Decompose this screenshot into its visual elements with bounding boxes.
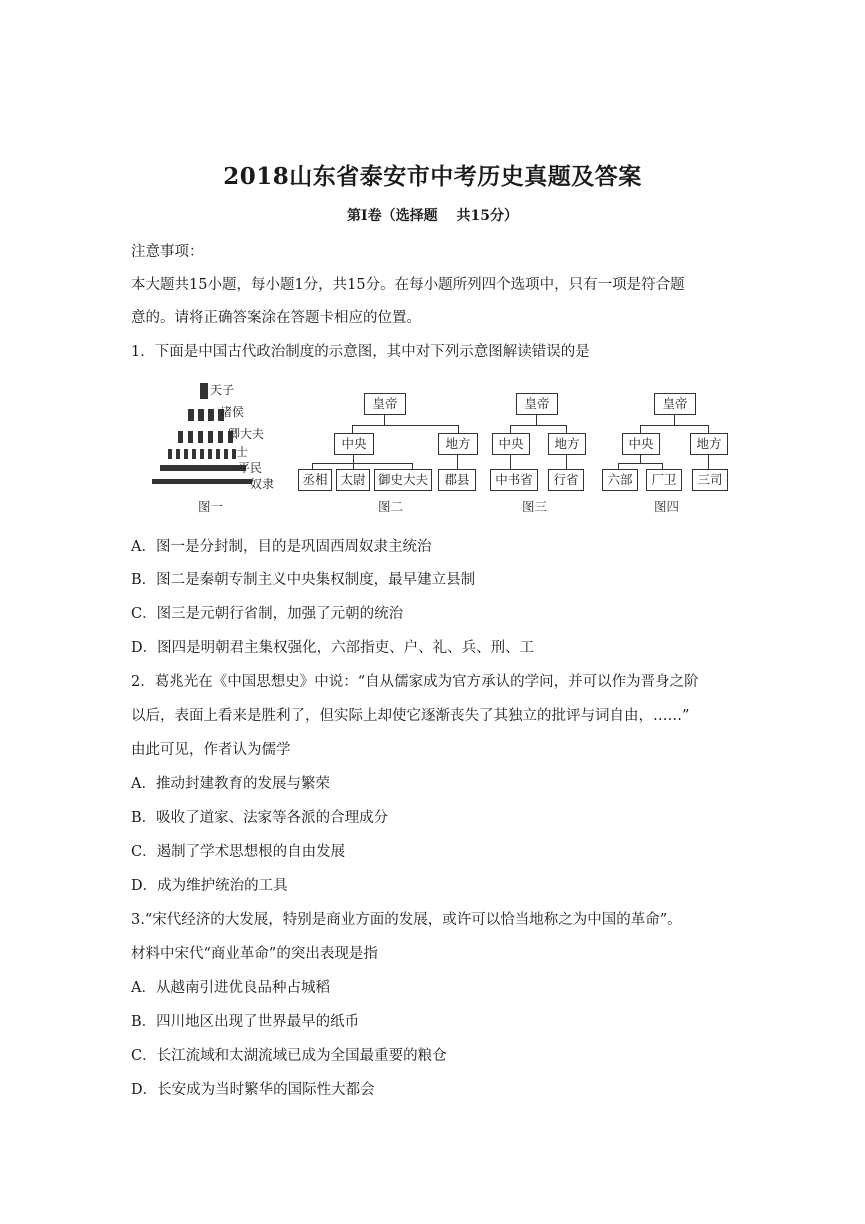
q3-option-d: D．长安成为当时繁华的国际性大都会 [131, 1082, 375, 1098]
section-subtitle: 第Ⅰ卷（选择题 共15分） [347, 208, 518, 224]
figure-1-caption: 图一 [198, 499, 224, 514]
q1-option-b: B．图二是秦朝专制主义中央集权制度，最早建立县制 [131, 572, 476, 588]
notice-line: 本大题共15小题，每小题1分，共15分。在每小题所列四个选项中，只有一项是符合题 [131, 277, 685, 293]
pyramid-level-label: 平民 [238, 461, 263, 475]
figure-2-caption: 图二 [378, 499, 404, 514]
figure-4-tree [602, 375, 732, 525]
central-box: 中央 [334, 433, 374, 455]
pyramid-level-label: 卿大夫 [228, 427, 265, 441]
commandery-box: 郡县 [438, 469, 476, 491]
q2-option-b: B．吸收了道家、法家等各派的合理成分 [131, 810, 389, 826]
q1-option-d: D．图四是明朝君主集权强化，六部指吏、户、礼、兵、刑、工 [131, 640, 535, 656]
central-box: 中央 [622, 433, 660, 455]
pyramid-level-label: 奴隶 [250, 477, 275, 491]
emperor-box: 皇帝 [516, 393, 558, 415]
taiwei-box: 太尉 [336, 469, 370, 491]
local-box: 地方 [548, 433, 586, 455]
emperor-box: 皇帝 [364, 393, 406, 415]
pyramid-level-label: 诸侯 [220, 405, 245, 419]
local-box: 地方 [690, 433, 728, 455]
page-title: 2018山东省泰安市中考历史真题及答案 [223, 163, 642, 190]
figure-3-tree [490, 375, 600, 525]
question-1-stem: 1．下面是中国古代政治制度的示意图，其中对下列示意图解读错误的是 [131, 344, 590, 360]
figure-4-caption: 图四 [654, 499, 680, 514]
figure-3-caption: 图三 [522, 499, 548, 514]
notice-heading: 注意事项： [131, 244, 204, 260]
figure-2-tree [298, 375, 478, 525]
q3-option-c: C．长江流域和太湖流域已成为全国最重要的粮仓 [131, 1048, 447, 1064]
chancellor-box: 丞相 [298, 469, 332, 491]
pyramid-level-label: 士 [236, 445, 249, 459]
secretariat-box: 中书省 [490, 469, 538, 491]
notice-line: 意的。请将正确答案涂在答题卡相应的位置。 [131, 310, 421, 326]
figure-1-pyramid [140, 375, 280, 525]
pyramid-level-label: 天子 [210, 383, 235, 397]
central-box: 中央 [492, 433, 530, 455]
question-2-stem: 以后，表面上看来是胜利了，但实际上却使它逐渐丧失了其独立的批评与词自由，……” [131, 708, 690, 724]
local-box: 地方 [438, 433, 478, 455]
q1-option-a: A．图一是分封制，目的是巩固西周奴隶主统治 [131, 539, 432, 555]
q1-option-c: C．图三是元朝行省制，加强了元朝的统治 [131, 606, 404, 622]
question-2-stem: 由此可见，作者认为儒学 [131, 742, 291, 758]
q3-option-b: B．四川地区出现了世界最早的纸币 [131, 1014, 360, 1030]
emperor-box: 皇帝 [654, 393, 696, 415]
q2-option-d: D．成为维护统治的工具 [131, 878, 288, 894]
province-box: 行省 [548, 469, 584, 491]
three-offices-box: 三司 [692, 469, 728, 491]
question-3-stem: 材料中宋代“商业革命”的突出表现是指 [131, 946, 378, 962]
q3-option-a: A．从越南引进优良品种占城稻 [131, 980, 330, 996]
question-3-stem: 3.“宋代经济的大发展，特别是商业方面的发展，或许可以恰当地称之为中国的革命”。 [131, 912, 682, 928]
question-2-stem: 2．葛兆光在《中国思想史》中说：“自从儒家成为官方承认的学问，并可以作为晋身之阶 [131, 674, 699, 690]
censor-box: 御史大夫 [374, 469, 432, 491]
q2-option-c: C．遏制了学术思想根的自由发展 [131, 844, 346, 860]
political-system-diagrams [140, 375, 740, 525]
changwei-box: 厂卫 [646, 469, 682, 491]
six-ministries-box: 六部 [602, 469, 638, 491]
q2-option-a: A．推动封建教育的发展与繁荣 [131, 776, 330, 792]
